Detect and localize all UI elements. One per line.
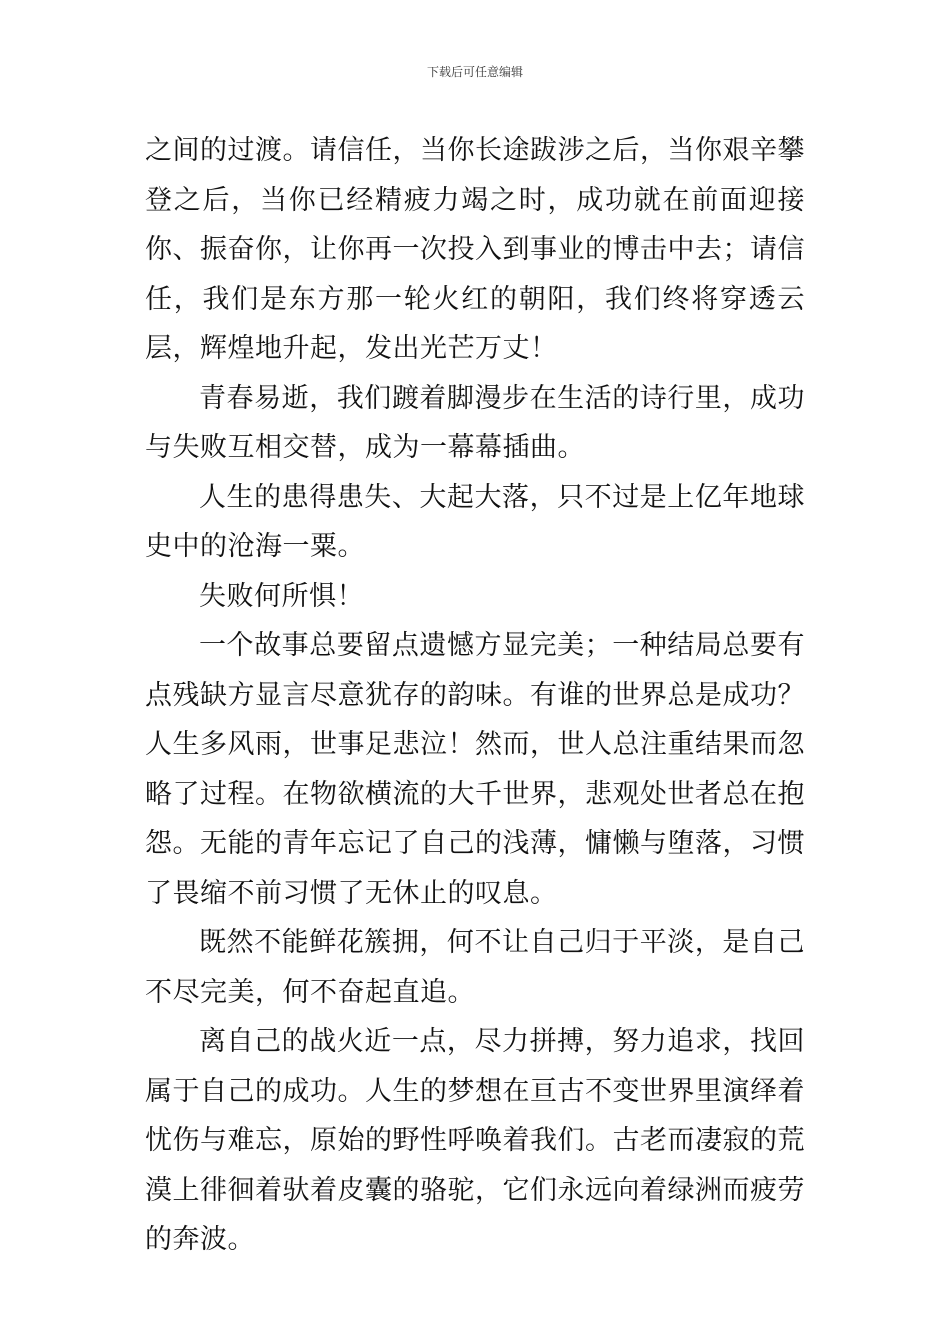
paragraph-2: 青春易逝，我们踱着脚漫步在生活的诗行里，成功与失败互相交替，成为一幕幕插曲。 [145,382,805,463]
paragraph-3: 人生的患得患失、大起大落，只不过是上亿年地球史中的沧海一粟。 [145,481,805,562]
paragraph-5: 一个故事总要留点遗憾方显完美；一种结局总要有点残缺方显言尽意犹存的韵味。有谁的世界总是成功？人生多风雨，世事足悲泣！然而，世人总注重结果而忽略了过程。在物欲横流的大千世界，悲观处世者总在抱怨。无能的青年忘记了自己的浅薄，慵懒与堕落，习惯了畏缩不前习惯了无休止的叹息。 [145,630,805,909]
paragraph-6: 既然不能鲜花簇拥，何不让自己归于平淡，是自己不尽完美，何不奋起直追。 [145,927,805,1008]
paragraph-4: 失败何所惧！ [199,580,364,612]
paragraph-7: 离自己的战火近一点，尽力拼搏，努力追求，找回属于自己的成功。人生的梦想在亘古不变世界里演绎着忧伤与难忘，原始的野性呼唤着我们。古老而凄寂的荒漠上徘徊着驮着皮囊的骆驼，它们永远向着绿洲而疲劳的奔波。 [145,1026,805,1255]
document-body [145,126,805,1265]
paragraph-1: 之间的过渡。请信任，当你长途跋涉之后，当你艰辛攀登之后，当你已经精疲力竭之时，成功就在前面迎接你、振奋你，让你再一次投入到事业的博击中去；请信任，我们是东方那一轮火红的朝阳，我们终将穿透云层，辉煌地升起，发出光芒万丈！ [145,135,805,364]
page-header-note: 下载后可任意编辑 [426,65,523,79]
